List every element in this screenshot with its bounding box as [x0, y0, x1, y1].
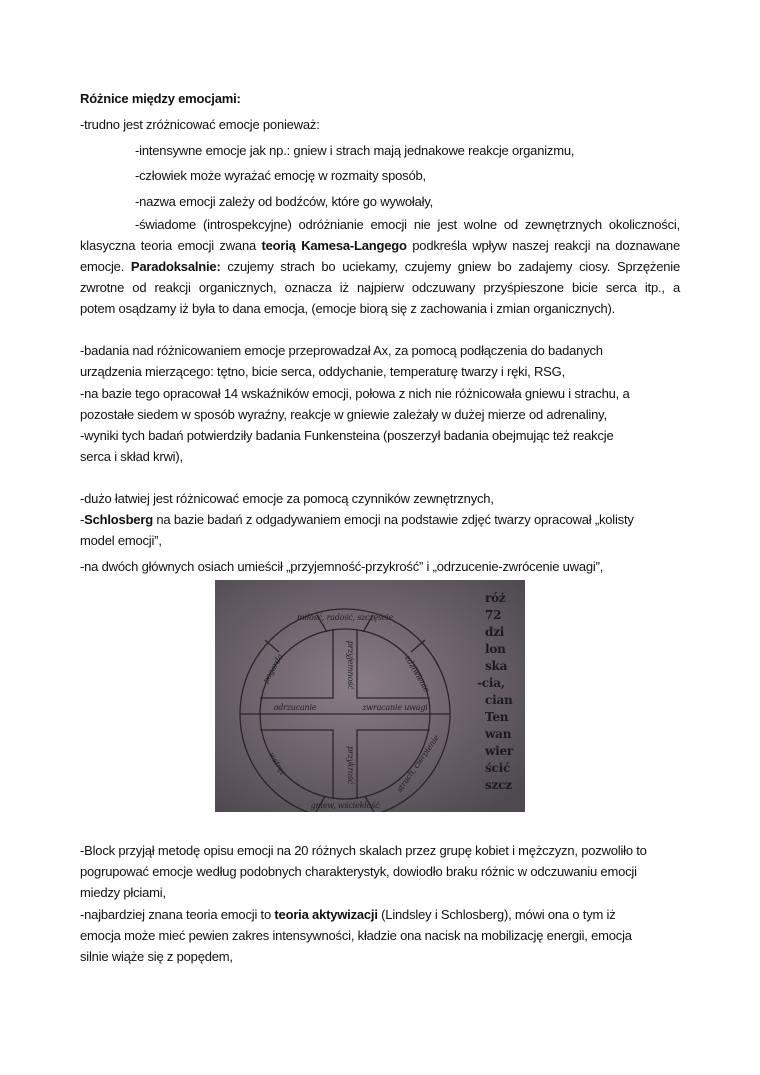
label-top: miłość, radość, szczęście — [296, 613, 394, 622]
text-line — [135, 143, 574, 159]
text-segment: -intensywne emocje jak np.: gniew i strach mają jednakowe reakcje organizmu, — [135, 143, 575, 158]
text-line — [80, 907, 616, 923]
text-segment: -nazwa emocji zależy od bodźców, które go wywołały, — [135, 194, 434, 209]
text-line — [80, 449, 183, 465]
text-line — [135, 168, 426, 184]
text-segment: czujemy strach bo uciekamy, czujemy gniew bo zadajemy ciosy. Sprzężenie — [220, 259, 680, 274]
text-line — [80, 407, 607, 423]
book-side-text: lon — [485, 642, 506, 656]
text-segment: -wyniki tych badań potwierdziły badania Funkensteina (poszerzył badania obejmując też reakcje — [80, 428, 614, 443]
text-segment: -dużo łatwiej jest różnicować emocje za pomocą czynników zewnętrznych, — [80, 491, 494, 506]
text-segment: - — [80, 512, 85, 527]
text-segment: -najbardziej znana teoria emocji to — [80, 907, 275, 922]
text-line — [80, 259, 680, 275]
text-line — [80, 301, 615, 317]
text-line — [80, 364, 565, 380]
label-left-axis: odrzucanie — [273, 703, 317, 712]
book-side-text: wan — [485, 727, 512, 741]
text-segment: pozostałe siedem w sposób wyraźny, reakcje w gniewie zależały w dużej mierze od adrenaliny, — [80, 407, 607, 422]
text-line — [135, 217, 680, 233]
bold-text: Różnice między emocjami: — [80, 91, 241, 106]
label-top-right: zdziwienie — [403, 653, 432, 694]
text-line — [80, 117, 320, 133]
bold-text: teoria aktywizacji — [274, 907, 378, 922]
text-segment: klasyczna teoria emocji zwana — [80, 238, 262, 253]
text-segment: pogrupować emocje według podobnych charakterystyk, dowiodło braku różnic w odczuwaniu emocji — [80, 864, 637, 879]
text-line — [80, 533, 162, 549]
label-right-axis: zwracanie uwagi — [362, 703, 428, 712]
label-bottom: gniew, wściekłość — [310, 801, 380, 810]
text-segment: -trudno jest zróżnicować emocje ponieważ: — [80, 117, 320, 132]
book-side-text: róż — [485, 591, 506, 605]
text-segment: emocje. — [80, 259, 131, 274]
text-segment: serca i skład krwi), — [80, 449, 183, 464]
book-side-text: -cia, — [477, 676, 505, 690]
text-line — [80, 928, 632, 944]
text-segment: miedzy płciami, — [80, 885, 166, 900]
text-line — [80, 843, 647, 859]
text-segment: -człowiek może wyrażać emocję w rozmaity sposób, — [135, 168, 426, 183]
book-side-text: Ten — [485, 710, 509, 724]
label-bottom-left: wstręt — [267, 750, 288, 777]
text-segment: silnie wiąże się z popędem, — [80, 949, 233, 964]
text-line — [80, 949, 233, 965]
text-line — [80, 238, 680, 254]
text-line — [80, 280, 680, 296]
text-line — [80, 343, 603, 359]
book-side-text: ska — [485, 659, 508, 673]
label-up-axis: przyjemność — [346, 640, 355, 690]
text-segment: potem osądzamy iż była to dana emocja, (emocje biorą się z zachowania i zmian organicznych). — [80, 301, 616, 316]
text-segment: (Lindsley i Schlosberg), mówi ona o tym iż — [377, 907, 616, 922]
book-side-text: cian — [485, 693, 513, 707]
text-segment: emocja może mieć pewien zakres intensywności, kładzie ona nacisk na mobilizację energii, emocja — [80, 928, 632, 943]
text-segment: urządzenia mierzącego: tętno, bicie serca, oddychanie, temperaturę twarzy i ręki, RSG, — [80, 364, 565, 379]
text-line — [80, 885, 166, 901]
book-side-text: dzi — [485, 625, 505, 639]
text-line — [80, 386, 630, 402]
bold-text: Paradoksalnie: — [130, 259, 221, 274]
text-line — [80, 491, 494, 507]
text-line — [135, 194, 433, 210]
book-side-text: szcz — [485, 778, 512, 792]
book-side-text: 72 — [485, 608, 502, 622]
text-segment: -Block przyjął metodę opisu emocji na 20 różnych skalach przez grupę kobiet i mężczyzn, pozwoliło to — [80, 843, 647, 858]
text-segment: model emocji”, — [80, 533, 162, 548]
label-top-left: pogarda — [260, 652, 285, 685]
text-segment: -na bazie tego opracował 14 wskaźników emocji, połowa z nich nie różnicowała gniewu i strachu, a — [80, 386, 630, 401]
book-side-text: ścić — [485, 761, 511, 775]
label-bottom-right: strach, cierpienie — [394, 733, 441, 794]
text-line — [80, 428, 613, 444]
text-line — [80, 864, 637, 880]
bold-text: Schlosberg — [84, 512, 153, 527]
text-line — [80, 91, 241, 107]
text-line — [80, 512, 634, 528]
text-segment: -świadome (introspekcyjne) odróżnianie emocji nie jest wolne od zewnętrznych okoliczności, — [135, 217, 680, 232]
text-segment: podkreśla wpływ naszej reakcji na doznawane — [406, 238, 680, 253]
label-down-axis: przykrość — [346, 746, 355, 784]
bold-text: teorią Kamesa-Langego — [261, 238, 407, 253]
text-segment: -badania nad różnicowaniem emocje przeprowadzał Ax, za pomocą podłączenia do badanych — [80, 343, 603, 358]
text-line — [80, 559, 603, 575]
circular-emotion-model-figure — [215, 580, 525, 812]
text-segment: na bazie badań z odgadywaniem emocji na podstawie zdjęć twarzy opracował „kolisty — [152, 512, 634, 527]
text-segment: zwrotne od reakcji organicznych, oznacza iż najpierw odczuwany przyśpieszone bicie serca itp., a — [80, 280, 680, 295]
text-segment: -na dwóch głównych osiach umieścił „przyjemność-przykrość” i „odrzucenie-zwrócenie uwagi”, — [80, 559, 604, 574]
book-side-text: wier — [485, 744, 514, 758]
